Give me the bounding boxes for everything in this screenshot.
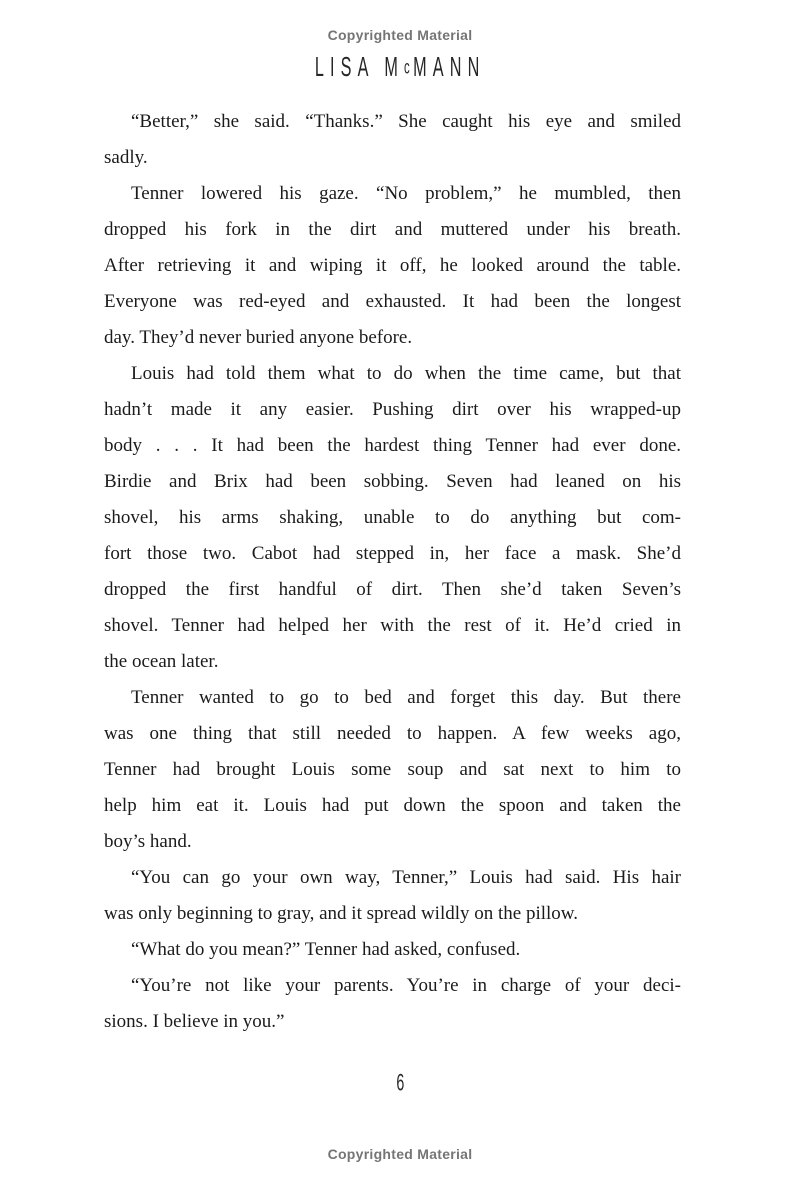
author-name-left: LISA M (314, 51, 404, 83)
text-line: sadly. (104, 147, 148, 168)
text-line: shovel, his arms shaking, unable to do anything but com- (104, 507, 681, 528)
copyright-notice-bottom: Copyrighted Material (327, 1146, 473, 1162)
author-name-right: MANN (412, 51, 486, 83)
paragraph (104, 932, 681, 968)
text-line: dropped his fork in the dirt and muttered under his breath. (104, 219, 681, 240)
text-line: Louis had told them what to do when the time came, but that (131, 363, 681, 384)
paragraph (104, 176, 681, 356)
paragraph (104, 104, 681, 176)
paragraph (104, 860, 681, 932)
body-text (104, 104, 681, 1040)
text-line: After retrieving it and wiping it off, he looked around the table. (104, 255, 681, 276)
text-line: sions. I believe in you.” (104, 1011, 285, 1032)
text-line: body . . . It had been the hardest thing Tenner had ever done. (104, 435, 681, 456)
author-running-header (0, 52, 800, 83)
paragraph (104, 968, 681, 1040)
text-line: shovel. Tenner had helped her with the rest of it. He’d cried in (104, 615, 681, 636)
page-number-value: 6 (396, 1068, 404, 1096)
text-line: was one thing that still needed to happen. A few weeks ago, (104, 723, 681, 744)
page-number (0, 1069, 800, 1096)
text-line: “What do you mean?” Tenner had asked, confused. (131, 939, 521, 960)
paragraph (104, 356, 681, 680)
text-line: “Better,” she said. “Thanks.” She caught his eye and smiled (131, 111, 681, 132)
text-line: Tenner wanted to go to bed and forget this day. But there (131, 687, 681, 708)
text-line: boy’s hand. (104, 831, 192, 852)
text-line: was only beginning to gray, and it spread wildly on the pillow. (104, 903, 579, 924)
text-line: day. They’d never buried anyone before. (104, 327, 413, 348)
text-line: “You can go your own way, Tenner,” Louis had said. His hair (131, 867, 681, 888)
author-name (315, 52, 486, 84)
paragraph (104, 680, 681, 860)
text-line: Tenner had brought Louis some soup and sat next to him to (104, 759, 681, 780)
text-line: fort those two. Cabot had stepped in, her face a mask. She’d (104, 543, 681, 564)
text-line: help him eat it. Louis had put down the spoon and taken the (104, 795, 681, 816)
text-line: “You’re not like your parents. You’re in charge of your deci- (131, 975, 681, 996)
text-line: dropped the first handful of dirt. Then she’d taken Seven’s (104, 579, 681, 600)
text-line: Tenner lowered his gaze. “No problem,” he mumbled, then (131, 183, 681, 204)
text-line: the ocean later. (104, 651, 219, 672)
text-line: hadn’t made it any easier. Pushing dirt over his wrapped-up (104, 399, 681, 420)
copyright-notice-top: Copyrighted Material (327, 27, 473, 43)
text-line: Everyone was red-eyed and exhausted. It had been the longest (104, 291, 681, 312)
text-line: Birdie and Brix had been sobbing. Seven had leaned on his (104, 471, 681, 492)
author-name-small-c: c (403, 57, 413, 79)
